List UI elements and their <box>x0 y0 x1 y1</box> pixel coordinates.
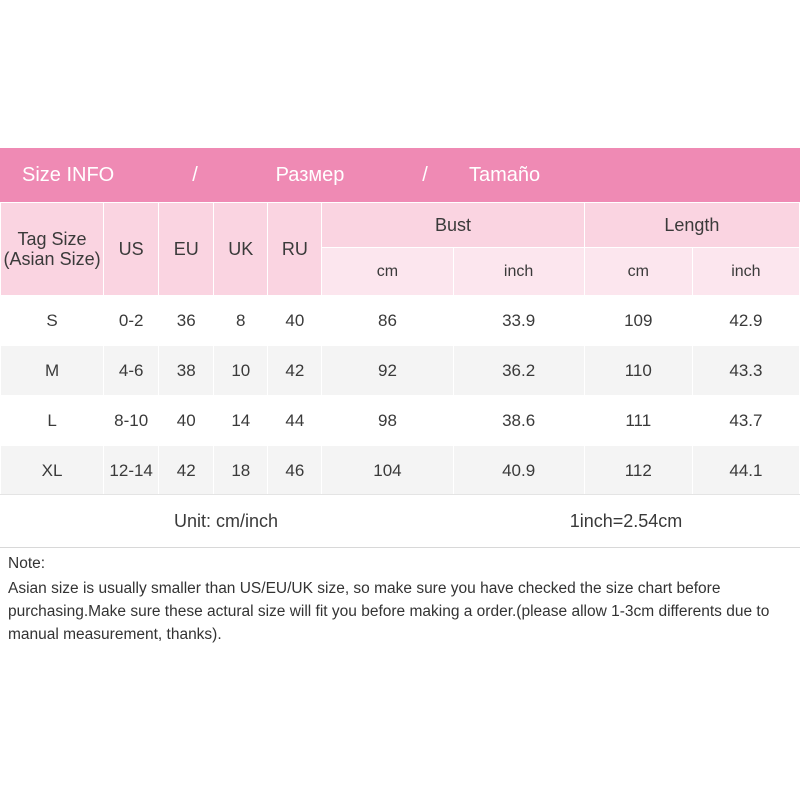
cell-length-inch: 43.3 <box>692 346 799 396</box>
table-row <box>1 396 800 446</box>
column-header-eu: EU <box>159 203 214 296</box>
cell-ru: 46 <box>268 446 322 496</box>
size-table <box>0 202 800 496</box>
column-header-length: Length <box>584 203 799 248</box>
header-separator-2: / <box>422 163 428 186</box>
cell-bust-inch: 40.9 <box>453 446 584 496</box>
note-block <box>8 552 792 646</box>
column-header-uk: UK <box>214 203 268 296</box>
size-info-header <box>0 148 800 202</box>
cell-eu: 38 <box>159 346 214 396</box>
cell-tag-size: S <box>1 296 104 346</box>
column-header-ru: RU <box>268 203 322 296</box>
header-size-info: Size INFO <box>22 163 115 186</box>
cell-bust-cm: 92 <box>322 346 453 396</box>
column-header-length-inch: inch <box>692 248 799 296</box>
cell-eu: 36 <box>159 296 214 346</box>
cell-eu: 40 <box>159 396 214 446</box>
table-row <box>1 346 800 396</box>
cell-uk: 8 <box>214 296 268 346</box>
cell-uk: 18 <box>214 446 268 496</box>
cell-ru: 40 <box>268 296 322 346</box>
column-header-bust-inch: inch <box>453 248 584 296</box>
table-row <box>1 296 800 346</box>
cell-length-inch: 44.1 <box>692 446 799 496</box>
note-body: Asian size is usually smaller than US/EU/UK size, so make sure you have checked the size chart before purchasing.Make sure these actural size will fit you before making a order.(please allow 1-3cm differents due to manual measurement, thanks). <box>8 580 770 643</box>
table-row <box>1 446 800 496</box>
cell-length-inch: 42.9 <box>692 296 799 346</box>
cell-ru: 42 <box>268 346 322 396</box>
unit-label: Unit: cm/inch <box>173 510 279 531</box>
tag-size-line1: Tag Size <box>17 229 87 249</box>
unit-conversion-row <box>0 494 800 548</box>
inch-conversion-label: 1inch=2.54cm <box>569 510 683 531</box>
cell-bust-inch: 36.2 <box>453 346 584 396</box>
cell-length-cm: 110 <box>584 346 692 396</box>
cell-bust-inch: 38.6 <box>453 396 584 446</box>
cell-tag-size: XL <box>1 446 104 496</box>
cell-tag-size: M <box>1 346 104 396</box>
cell-us: 0-2 <box>104 296 159 346</box>
cell-bust-cm: 98 <box>322 396 453 446</box>
cell-us: 4-6 <box>104 346 159 396</box>
cell-uk: 10 <box>214 346 268 396</box>
cell-bust-cm: 86 <box>322 296 453 346</box>
column-header-tag-size <box>1 203 104 296</box>
column-header-bust-cm: cm <box>322 248 453 296</box>
cell-length-cm: 111 <box>584 396 692 446</box>
cell-length-inch: 43.7 <box>692 396 799 446</box>
note-title: Note: <box>8 555 46 572</box>
cell-us: 8-10 <box>104 396 159 446</box>
cell-length-cm: 112 <box>584 446 692 496</box>
column-header-bust: Bust <box>322 203 584 248</box>
cell-eu: 42 <box>159 446 214 496</box>
column-header-length-cm: cm <box>584 248 692 296</box>
tag-size-line2: (Asian Size) <box>3 249 101 269</box>
header-razmer: Размер <box>275 163 345 186</box>
header-separator-1: / <box>192 163 198 186</box>
table-header-row-groups <box>1 203 800 248</box>
column-header-us: US <box>104 203 159 296</box>
cell-us: 12-14 <box>104 446 159 496</box>
cell-bust-cm: 104 <box>322 446 453 496</box>
cell-length-cm: 109 <box>584 296 692 346</box>
cell-uk: 14 <box>214 396 268 446</box>
cell-ru: 44 <box>268 396 322 446</box>
cell-tag-size: L <box>1 396 104 446</box>
cell-bust-inch: 33.9 <box>453 296 584 346</box>
header-tamano: Tamaño <box>469 163 541 186</box>
